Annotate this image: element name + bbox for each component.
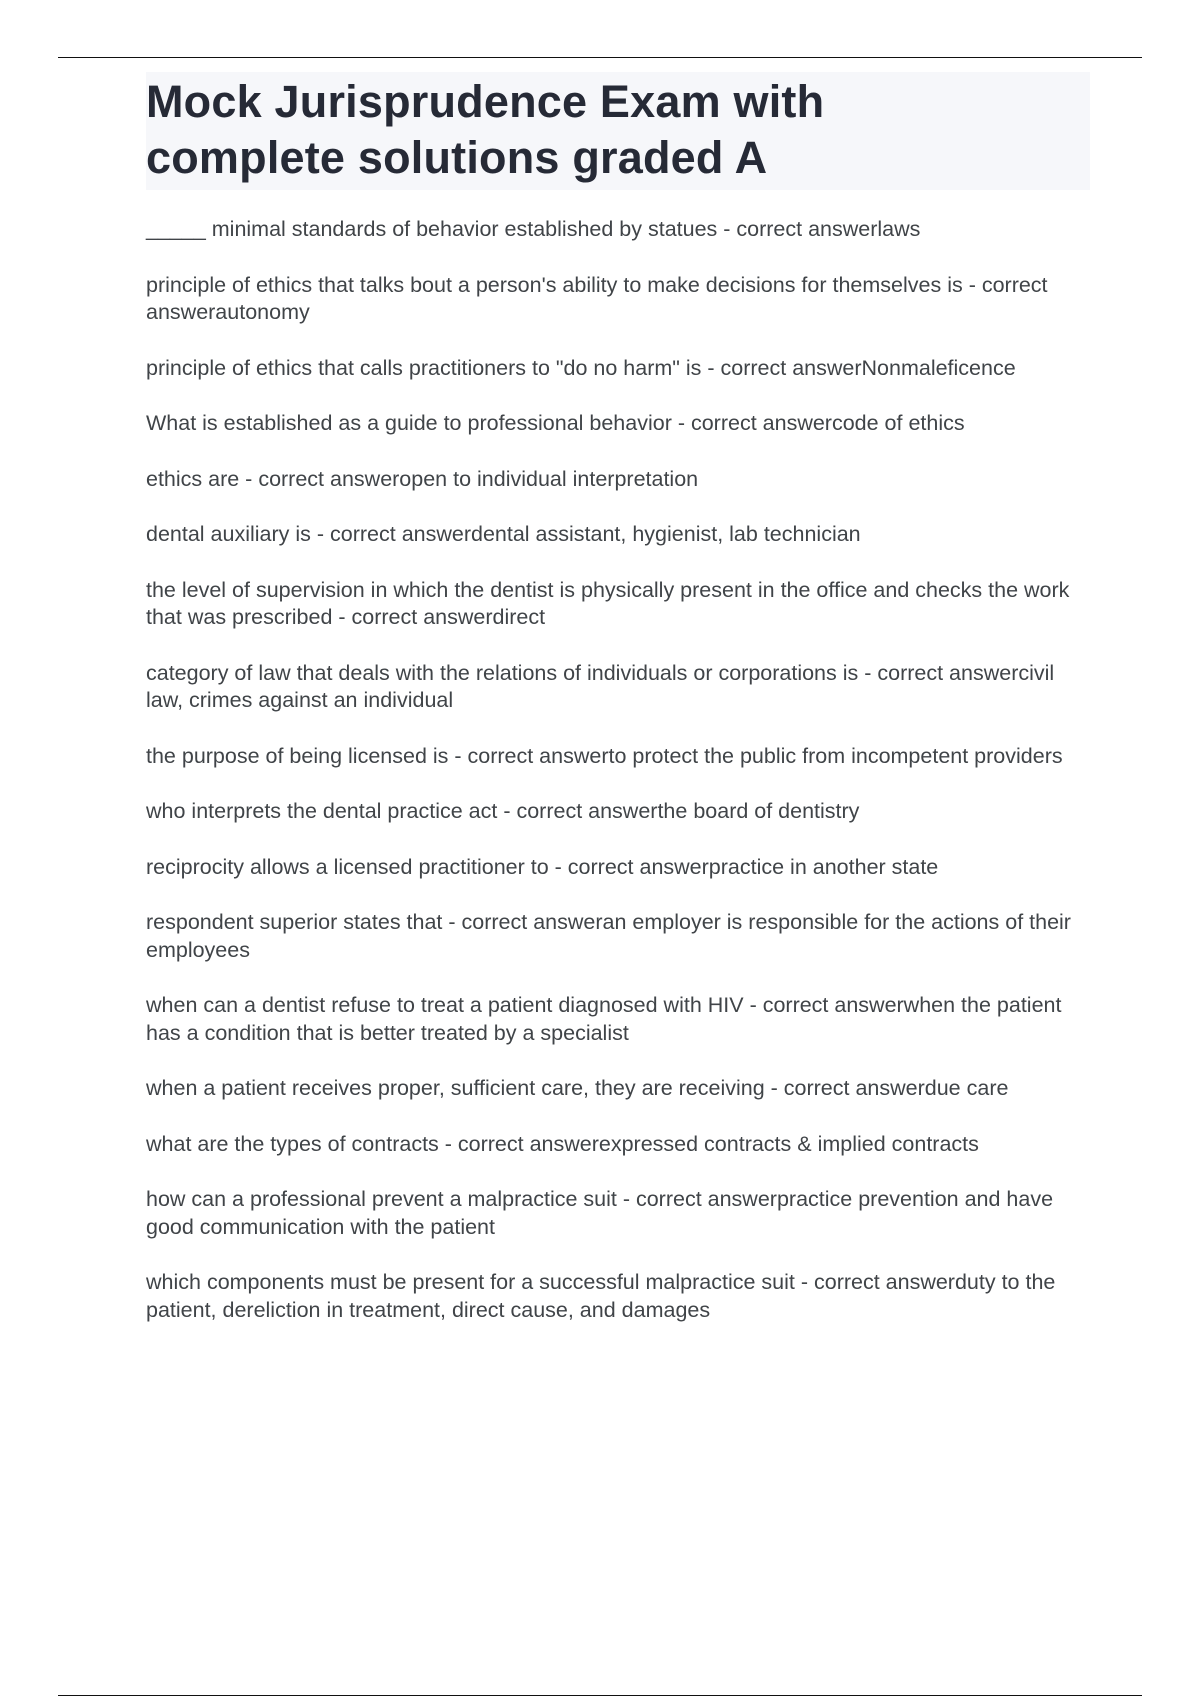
title-line-2: complete solutions graded A [146,132,768,183]
qa-item: respondent superior states that - correct answeran employer is responsible for the actions of their employees [146,910,1071,962]
document-body [146,72,1090,1352]
qa-item: category of law that deals with the relations of individuals or corporations is - correct answercivil law, crimes against an individual [146,660,1055,712]
qa-item: how can a professional prevent a malpractice suit - correct answerpractice prevention and have good communication with the patient [146,1187,1054,1239]
title-line-1: Mock Jurisprudence Exam with [146,76,825,127]
qa-item: _____ minimal standards of behavior established by statues - correct answerlaws [146,217,921,241]
qa-item: when a patient receives proper, sufficient care, they are receiving - correct answerdue care [146,1076,1009,1100]
qa-item: dental auxiliary is - correct answerdental assistant, hygienist, lab technician [146,522,861,546]
qa-item: principle of ethics that talks bout a person's ability to make decisions for themselves is - correct answerautonomy [146,272,1048,324]
qa-item: principle of ethics that calls practitioners to "do no harm" is - correct answerNonmaleficence [146,355,1016,380]
qa-item: when can a dentist refuse to treat a patient diagnosed with HIV - correct answerwhen the patient has a condition that is better treated by a specialist [146,993,1062,1045]
qa-item: which components must be present for a successful malpractice suit - correct answerduty to the patient, dereliction in treatment, direct cause, and damages [146,1270,1056,1322]
title-block [146,72,1090,190]
qa-item: the level of supervision in which the dentist is physically present in the office and checks the work that was prescribed - correct answerdirect [146,577,1070,629]
qa-item: the purpose of being licensed is - correct answerto protect the public from incompetent providers [146,743,1063,768]
top-divider [58,57,1142,58]
bottom-divider [58,1695,1142,1696]
qa-item: who interprets the dental practice act - correct answerthe board of dentistry [146,799,860,823]
document-title [146,74,1090,186]
qa-list [146,216,1090,1324]
qa-item: What is established as a guide to professional behavior - correct answercode of ethics [146,411,965,435]
qa-item: reciprocity allows a licensed practitioner to - correct answerpractice in another state [146,854,939,879]
qa-item: ethics are - correct answeropen to individual interpretation [146,466,699,491]
qa-item: what are the types of contracts - correct answerexpressed contracts & implied contracts [146,1131,979,1156]
